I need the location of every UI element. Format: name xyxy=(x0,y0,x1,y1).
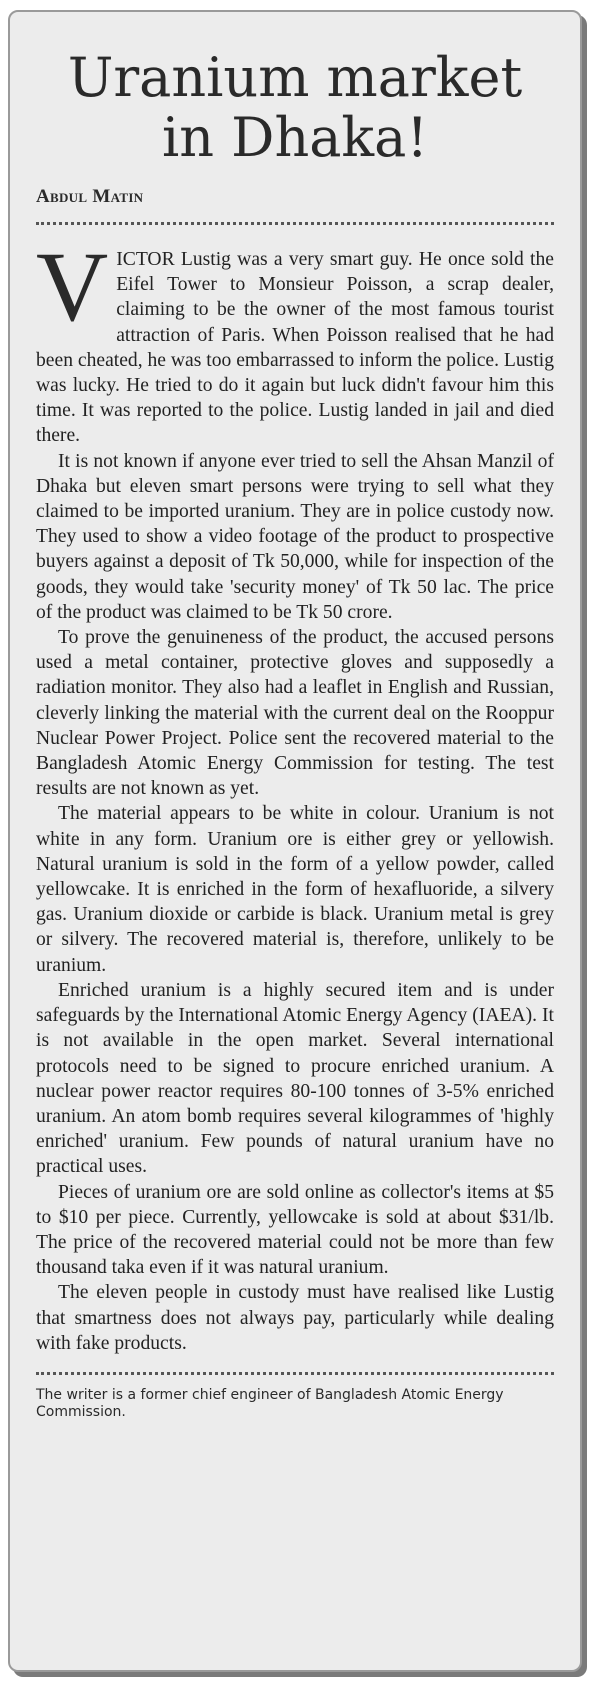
paragraph-5: Enriched uranium is a highly secured item and is under safeguards by the International Atomic Energy Agency (IAEA). It is not available in the open market. Several international protocols need to be signed to procure enriched uranium. A nuclear power reactor requires 80-100 tonnes of 3-5% enriched uranium. An atom bomb requires several kilogrammes of 'highly enriched' uranium. Few pounds of natural uranium have no practical uses. xyxy=(36,979,554,1178)
paragraph-1-text: ICTOR Lustig was a very smart guy. He once sold the Eifel Tower to Monsieur Poisson, a scrap dealer, claiming to be the owner of the most famous tourist attraction of Paris. When Poisson realised that he had been cheated, he was too embarrassed to inform the police. Lustig was lucky. He tried to do it again but luck didn't favour him this time. It was reported to the police. Lustig landed in jail and died there. xyxy=(36,249,554,447)
paragraph-6: Pieces of uranium ore are sold online as collector's items at $5 to $10 per piece. Currently, yellowcake is sold at about $31/lb. The price of the recovered material could not be more than few thousand taka even if it was natural uranium. xyxy=(36,1181,554,1279)
drop-cap: V xyxy=(36,231,109,342)
paragraph-1 xyxy=(36,231,554,449)
paragraph-4: The material appears to be white in colour. Uranium is not white in any form. Uranium ore is either grey or yellowish. Natural uranium is sold in the form of a yellow powder, called yellowcake. It is enriched in the form of hexafluoride, a silvery gas. Uranium dioxide or carbide is black. Uranium metal is grey or silvery. The recovered material is, therefore, unlikely to be uranium. xyxy=(36,803,554,976)
headline: Uranium market in Dhaka! xyxy=(67,46,523,169)
dotted-divider-top xyxy=(36,222,554,225)
article-body xyxy=(36,231,554,1356)
article-card xyxy=(8,10,582,1672)
author-footnote: The writer is a former chief engineer of Bangladesh Atomic Energy Commission. xyxy=(36,1386,504,1420)
byline: Abdul Matin xyxy=(36,186,144,207)
paragraph-2: It is not known if anyone ever tried to sell the Ahsan Manzil of Dhaka but eleven smart persons were trying to sell what they claimed to be imported uranium. They are in police custody now. They used to show a video footage of the product to prospective buyers against a deposit of Tk 50,000, while for inspection of the goods, they would take 'security money' of Tk 50 lac. The price of the product was claimed to be Tk 50 crore. xyxy=(36,450,554,623)
paragraph-3: To prove the genuineness of the product, the accused persons used a metal container, protective gloves and supposedly a radiation monitor. They also had a leaflet in English and Russian, cleverly linking the material with the current deal on the Rooppur Nuclear Power Project. Police sent the recovered material to the Bangladesh Atomic Energy Commission for testing. The test results are not known as yet. xyxy=(36,627,554,800)
dotted-divider-bottom xyxy=(36,1372,554,1375)
paragraph-7: The eleven people in custody must have realised like Lustig that smartness does not always pay, particularly while dealing with fake products. xyxy=(36,1282,554,1354)
